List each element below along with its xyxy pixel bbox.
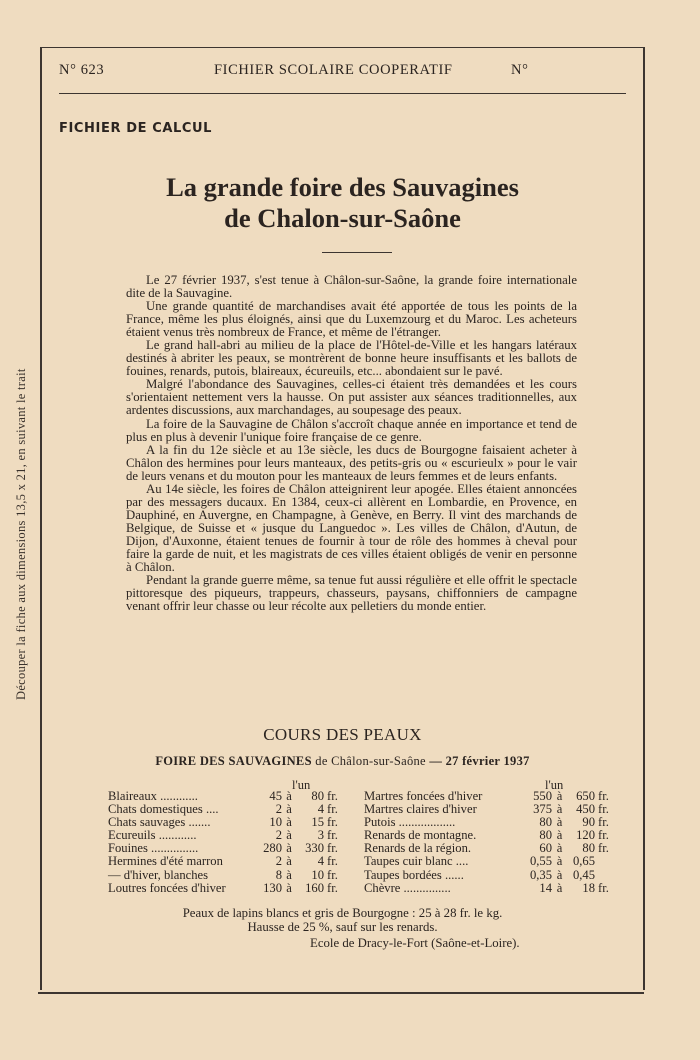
price-high: 650 bbox=[576, 789, 595, 803]
price-row bbox=[108, 855, 349, 868]
price-low: 8 bbox=[275, 867, 282, 882]
animal-label: Renards de montagne. bbox=[364, 828, 477, 843]
price-high: 160 bbox=[305, 880, 324, 895]
price-high: 3 bbox=[317, 828, 324, 843]
animal-label: Hermines d'été marron bbox=[108, 854, 223, 869]
price-sep: à bbox=[286, 828, 292, 843]
price-low: 0,55 bbox=[529, 854, 552, 869]
header-rule bbox=[59, 93, 626, 94]
animal-label: Chèvre ............... bbox=[364, 880, 451, 895]
card-number: N° 623 bbox=[59, 62, 105, 78]
price-sep: à bbox=[556, 841, 563, 856]
footer-signature: Ecole de Dracy-le-Fort (Saône-et-Loire). bbox=[310, 936, 520, 950]
price-sep: à bbox=[286, 880, 292, 895]
price-low: 280 bbox=[263, 841, 282, 856]
price-high: 90 bbox=[582, 815, 595, 830]
price-low: 2 bbox=[275, 802, 282, 817]
price-high: 10 bbox=[311, 867, 324, 882]
price-high: 450 bbox=[576, 802, 595, 817]
price-low: 60 bbox=[539, 841, 552, 856]
unit-label-left: l'un bbox=[292, 778, 311, 792]
paragraph: Le 27 février 1937, s'est tenue à Châlon-sur-Saône, la grande foire internationale dite de la Sauvagine. bbox=[126, 273, 577, 301]
card-series-title: FICHIER SCOLAIRE COOPERATIF bbox=[214, 62, 453, 78]
section-label: FICHIER DE CALCUL bbox=[59, 121, 213, 136]
animal-label: Martres claires d'hiver bbox=[364, 802, 477, 817]
title-line-2: de Chalon-sur-Saône bbox=[224, 203, 461, 233]
price-unit: fr. bbox=[327, 854, 338, 869]
paragraph: Le grand hall-abri au milieu de la place de l'Hôtel-de-Ville et les hangars latéraux destinés à abriter les peaux, se montrèrent de bonne heure insuffisants et les ballots de fouines, renards, putois, blaireaux, écureuils, etc... abondaient sur le pavé. bbox=[126, 338, 577, 379]
animal-label: — d'hiver, blanches bbox=[108, 867, 209, 882]
price-high: 4 bbox=[317, 802, 324, 817]
price-unit: fr. bbox=[327, 828, 338, 843]
price-low: 80 bbox=[539, 815, 552, 830]
price-high: 0,45 bbox=[572, 867, 595, 882]
fair-subtitle bbox=[42, 754, 643, 769]
animal-label: Renards de la région. bbox=[364, 841, 472, 856]
price-table-left bbox=[108, 790, 349, 895]
footer-note-rabbits: Peaux de lapins blancs et gris de Bourgogne : 25 à 28 fr. le kg. bbox=[182, 906, 503, 920]
price-unit: fr. bbox=[327, 867, 338, 882]
price-unit: fr. bbox=[598, 789, 609, 803]
price-unit: fr. bbox=[598, 802, 609, 817]
paragraph: Pendant la grande guerre même, sa tenue fut aussi régulière et elle offrit le spectacle pittoresque des piqueurs, trappeurs, chasseurs, paysans, chiffonniers de campagne venant offrir leur chasse ou leur récolte aux pelletiers du monde entier. bbox=[126, 573, 577, 614]
price-sep: à bbox=[556, 815, 563, 830]
school-card bbox=[40, 47, 645, 990]
price-sep: à bbox=[556, 854, 563, 869]
price-low: 2 bbox=[275, 828, 282, 843]
price-sep: à bbox=[286, 802, 292, 817]
price-high: 80 bbox=[582, 841, 595, 856]
price-unit: fr. bbox=[598, 841, 609, 856]
cut-line bbox=[38, 992, 644, 994]
animal-label: Taupes cuir blanc .... bbox=[364, 854, 469, 869]
price-row bbox=[364, 855, 620, 868]
animal-label: Putois .................. bbox=[364, 815, 456, 830]
price-high: 15 bbox=[311, 815, 324, 830]
price-high: 120 bbox=[576, 828, 595, 843]
paragraph: La foire de la Sauvagine de Châlon s'accroît chaque année en importance et tend de plus en plus à devenir l'unique foire française de ce genre. bbox=[126, 416, 577, 444]
price-unit: fr. bbox=[327, 841, 338, 856]
price-sep: à bbox=[556, 802, 563, 817]
price-high: 80 bbox=[311, 789, 324, 803]
price-sep: à bbox=[556, 867, 563, 882]
price-high: 330 bbox=[305, 841, 324, 856]
animal-label: Taupes bordées ...... bbox=[364, 867, 464, 882]
price-unit: fr. bbox=[327, 789, 338, 803]
price-high: 0,65 bbox=[572, 854, 595, 869]
fair-date: — 27 février 1937 bbox=[429, 754, 530, 768]
price-low: 10 bbox=[269, 815, 282, 830]
price-row bbox=[108, 869, 349, 882]
price-low: 375 bbox=[533, 802, 552, 817]
price-unit bbox=[595, 855, 620, 868]
price-unit: fr. bbox=[598, 880, 609, 895]
fair-name: FOIRE DES SAUVAGINES bbox=[155, 754, 312, 768]
card-no-label: N° bbox=[511, 62, 529, 78]
price-low: 0,35 bbox=[529, 867, 552, 882]
price-row bbox=[108, 882, 349, 895]
animal-label: Chats domestiques .... bbox=[108, 802, 219, 817]
unit-label-right: l'un bbox=[545, 778, 564, 792]
price-sep: à bbox=[556, 880, 563, 895]
price-high: 4 bbox=[317, 854, 324, 869]
price-unit: fr. bbox=[598, 828, 609, 843]
price-sep: à bbox=[286, 841, 292, 856]
title-line-1: La grande foire des Sauvagines bbox=[166, 172, 519, 202]
animal-label: Loutres foncées d'hiver bbox=[108, 880, 226, 895]
footer-note-increase: Hausse de 25 %, sauf sur les renards. bbox=[247, 920, 438, 934]
price-sep: à bbox=[556, 789, 563, 803]
price-low: 80 bbox=[539, 828, 552, 843]
price-unit: fr. bbox=[327, 815, 338, 830]
price-sep: à bbox=[286, 815, 292, 830]
price-sep: à bbox=[286, 867, 292, 882]
price-high: 18 bbox=[582, 880, 595, 895]
animal-label: Chats sauvages ....... bbox=[108, 815, 211, 830]
price-row bbox=[364, 869, 620, 882]
paragraph: Une grande quantité de marchandises avait été apportée de tous les points de la France, même les plus éloignés, ainsi que du Luxemzourg et du Maroc. Les acheteurs étaient venus très nombreux de France, et même de l'étranger. bbox=[126, 299, 577, 340]
animal-label: Fouines ............... bbox=[108, 841, 199, 856]
price-sep: à bbox=[286, 854, 292, 869]
card-header bbox=[42, 62, 643, 82]
paragraph: A la fin du 12e siècle et au 13e siècle, les ducs de Bourgogne faisaient acheter à Châlon des hermines pour leurs manteaux, des petits-gris ou « escurieulx » pour le vair de leurs venans et du mouton pour les manteaux de leurs femmes et de leurs enfants. bbox=[126, 442, 577, 483]
price-sep: à bbox=[286, 789, 292, 803]
price-low: 2 bbox=[275, 854, 282, 869]
price-unit: fr. bbox=[327, 802, 338, 817]
price-low: 550 bbox=[533, 789, 552, 803]
article-body bbox=[126, 274, 577, 613]
animal-label: Blaireaux ............ bbox=[108, 789, 198, 803]
price-unit: fr. bbox=[598, 815, 609, 830]
paragraph: Au 14e siècle, les foires de Châlon atteignirent leur apogée. Elles étaient annoncées par des messagers ducaux. En 1384, ceux-ci allèrent en Lombardie, en Provence, en Dauphiné, en Auvergne, en Champagne, à Genève, en Berry. Il vint des marchands de Belgique, de Suisse et « jusque du Languedoc ». Les villes de Châlon, d'Autun, de Dijon, d'Auxonne, étaient tenues de fournir à tour de rôle des hommes à cheval pour faire la garde de nuit, et les magistrats de ces villes étaient obligés de venir en personne à Châlon. bbox=[126, 481, 577, 575]
page-title bbox=[42, 172, 643, 234]
fair-place: de Châlon-sur-Saône bbox=[315, 754, 426, 768]
price-section-title: COURS DES PEAUX bbox=[263, 725, 422, 744]
animal-label: Ecureuils ............ bbox=[108, 828, 197, 843]
price-unit: fr. bbox=[327, 880, 338, 895]
price-table-right bbox=[364, 790, 620, 895]
price-low: 130 bbox=[263, 880, 282, 895]
animal-label: Martres foncées d'hiver bbox=[364, 789, 483, 803]
price-low: 14 bbox=[539, 880, 552, 895]
price-row bbox=[364, 882, 620, 895]
price-low: 45 bbox=[269, 789, 282, 803]
price-sep: à bbox=[556, 828, 563, 843]
title-rule bbox=[322, 252, 392, 253]
price-unit bbox=[595, 869, 620, 882]
side-note-text: Découper la fiche aux dimensions 13,5 x 21, en suivant le trait bbox=[14, 368, 28, 700]
paragraph: Malgré l'abondance des Sauvagines, celles-ci étaient très demandées et les cours s'orientaient nettement vers la hausse. On put assister aux séances traditionnelles, aux ardentes discussions, aux marchandages, au soupesage des peaux. bbox=[126, 377, 577, 418]
